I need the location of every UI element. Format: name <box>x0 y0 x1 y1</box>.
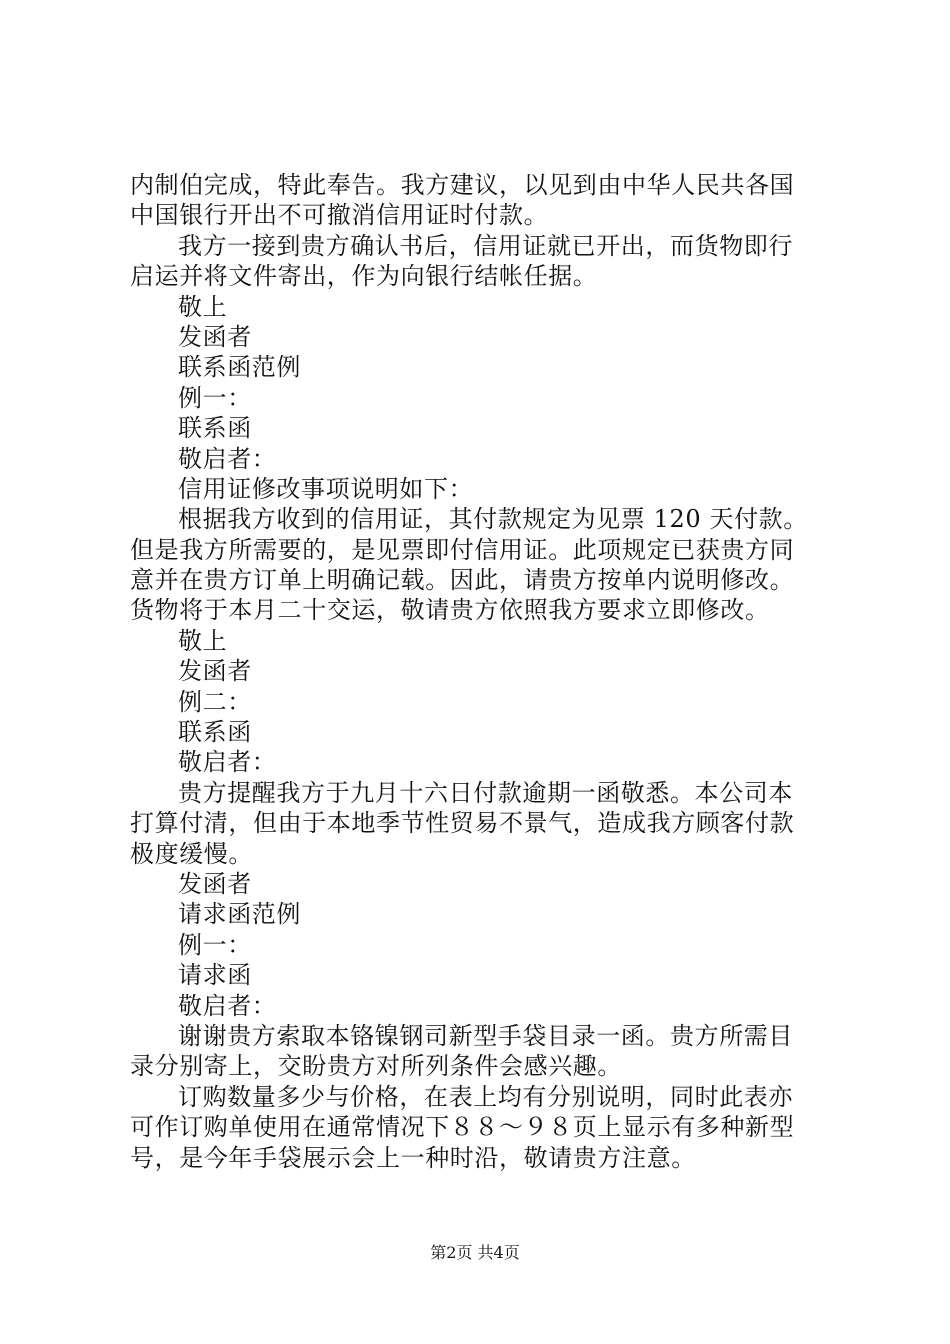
text-line: 内制伯完成，特此奉告。我方建议，以见到由中华人民共各国 <box>130 171 795 199</box>
text-line: 敬启者： <box>178 991 277 1020</box>
text-line: 例一： <box>178 930 252 959</box>
text-line: 联系函 <box>178 718 252 747</box>
text-line: 极度缓慢。 <box>130 839 253 868</box>
text-line: 信用证修改事项说明如下： <box>178 474 474 503</box>
text-line: 货物将于本月二十交运，敬请贵方依照我方要求立即修改。 <box>130 596 770 625</box>
text-line: 敬上 <box>178 292 228 321</box>
document-body <box>130 170 830 1173</box>
text-line: 发函者 <box>178 869 252 898</box>
text-line: 敬启者： <box>178 748 277 777</box>
text-line: 意并在贵方订单上明确记载。因此，请贵方按单内说明修改。 <box>130 566 795 595</box>
text-line: 请求函 <box>178 961 252 990</box>
text-line: 谢谢贵方索取本铬镍钢司新型手袋目录一函。贵方所需目 <box>178 1021 793 1050</box>
text-line: 联系函 <box>178 414 252 443</box>
text-line: 发函者 <box>178 322 252 351</box>
text-line: 敬上 <box>178 626 228 655</box>
text-line: 中国银行开出不可撤消信用证时付款。 <box>130 201 549 230</box>
text-line: 根据我方收到的信用证，其付款规定为见票 120 天付款。 <box>178 505 808 534</box>
text-line: 录分别寄上，交盼贵方对所列条件会感兴趣。 <box>130 1052 622 1081</box>
text-line: 号，是今年手袋展示会上一种时沿，敬请贵方注意。 <box>130 1143 696 1172</box>
text-line: 发函者 <box>178 657 252 686</box>
text-line: 联系函范例 <box>178 353 301 382</box>
text-line: 请求函范例 <box>178 900 301 929</box>
text-line: 可作订购单使用在通常情况下８８～９８页上显示有多种新型 <box>130 1113 795 1142</box>
text-line: 订购数量多少与价格，在表上均有分别说明，同时此表亦 <box>178 1082 793 1111</box>
page-number-footer: 第2页 共4页 <box>430 1243 520 1262</box>
text-line: 我方一接到贵方确认书后，信用证就已开出，而货物即行 <box>178 231 793 260</box>
text-line: 启运并将文件寄出，作为向银行结帐任据。 <box>130 262 598 291</box>
text-line: 敬启者： <box>178 444 277 473</box>
text-line: 贵方提醒我方于九月十六日付款逾期一函敬悉。本公司本 <box>178 778 793 807</box>
text-line: 例一： <box>178 383 252 412</box>
text-line: 但是我方所需要的，是见票即付信用证。此项规定已获贵方同 <box>130 535 795 564</box>
text-line: 打算付清，但由于本地季节性贸易不景气，造成我方顾客付款 <box>130 809 795 838</box>
text-line: 例二： <box>178 687 252 716</box>
